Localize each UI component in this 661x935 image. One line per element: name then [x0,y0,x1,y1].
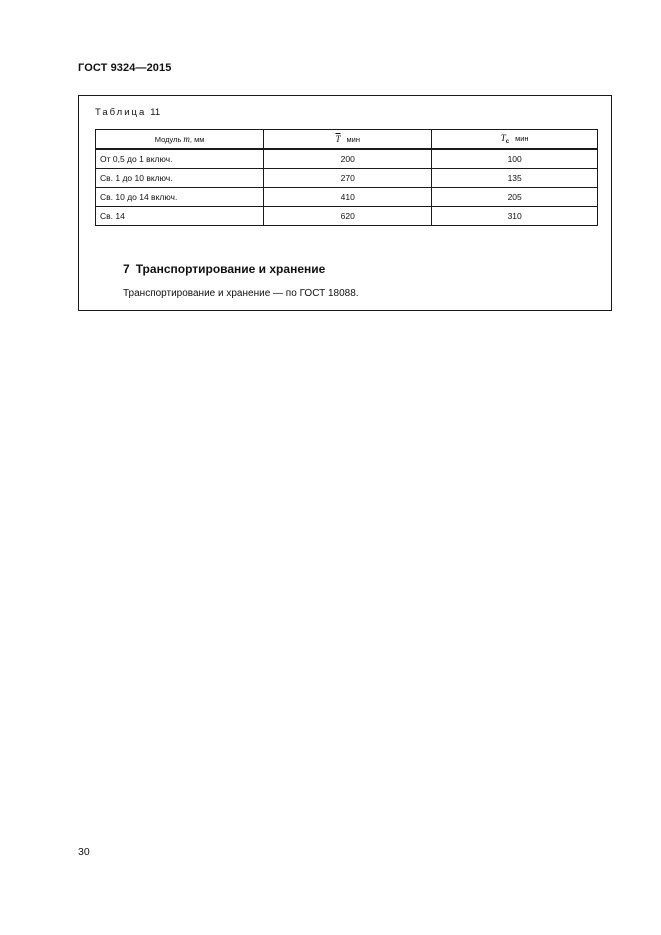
section-heading [123,262,325,276]
header-tc-subscript: c [505,139,510,145]
data-table [95,129,598,226]
header-module-unit: , мм [189,135,205,144]
table-caption-word: Таблица [95,107,147,118]
cell-t: 270 [264,169,432,188]
table-row [96,207,598,226]
header-t-symbol: $\overline{T}$ [335,134,341,144]
cell-t: 200 [264,149,432,169]
cell-module: Св. 1 до 10 включ. [96,169,264,188]
cell-tc: 100 [432,149,598,169]
section-body-text: Транспортирование и хранение — по ГОСТ 18088. [123,288,359,299]
table-row [96,188,598,207]
cell-t: 620 [264,207,432,226]
section-number: 7 [123,262,130,276]
cell-module: Св. 14 [96,207,264,226]
content-frame [78,95,612,311]
header-module-label: Модуль [154,135,182,144]
table-caption-number: 11 [150,107,161,118]
table-row [96,169,598,188]
header-tc-unit: мин [515,134,529,143]
header-module [96,130,264,150]
header-tc-symbol: T [500,133,506,143]
cell-t: 410 [264,188,432,207]
header-tc [432,130,598,150]
section-title: Транспортирование и хранение [135,262,326,276]
header-t-unit: мин [346,135,360,144]
cell-module: От 0,5 до 1 включ. [96,149,264,169]
table-header-row [96,130,598,150]
cell-tc: 205 [432,188,598,207]
cell-tc: 135 [432,169,598,188]
cell-tc: 310 [432,207,598,226]
page-number: 30 [78,846,90,858]
header-module-symbol: m [183,134,190,144]
header-t [264,130,432,150]
table-row [96,149,598,169]
document-header: ГОСТ 9324—2015 [78,62,172,74]
cell-module: Св. 10 до 14 включ. [96,188,264,207]
table-caption [95,107,160,118]
